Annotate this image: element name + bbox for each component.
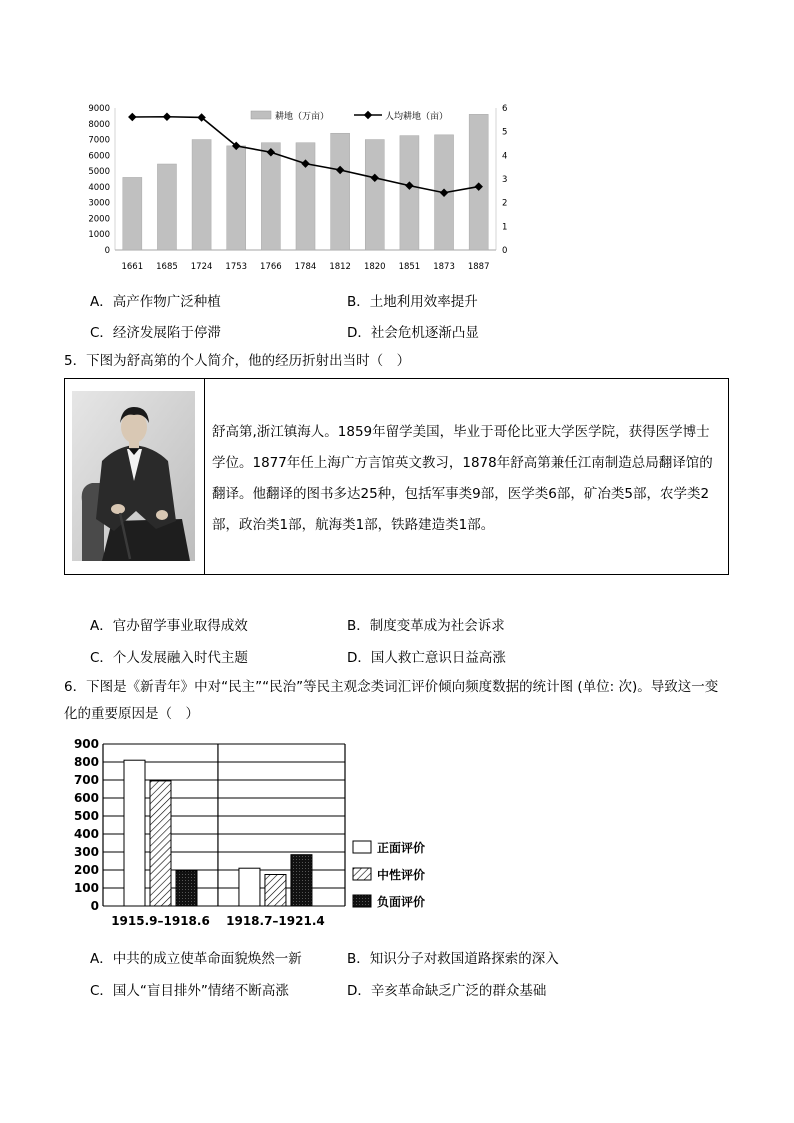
farmland-bar: [227, 146, 246, 250]
left-tick-label: 6000: [88, 151, 110, 162]
legend-negative-swatch: [353, 895, 371, 907]
positive-bar: [239, 868, 260, 906]
x-tick-label: 1851: [398, 262, 421, 272]
farmland-bar: [400, 136, 419, 250]
right-tick-label: 5: [502, 127, 508, 138]
q5-option-d: D．国人救亡意识日益高涨: [347, 650, 506, 666]
farmland-chart: [78, 100, 528, 280]
y-tick-label: 400: [73, 827, 99, 841]
q5-option-c: C．个人发展融入时代主题: [90, 650, 248, 666]
y-tick-label: 200: [73, 863, 99, 877]
negative-bar: [291, 855, 312, 906]
legend-positive-label: 正面评价: [377, 841, 426, 855]
legend-negative-label: 负面评价: [377, 895, 426, 909]
left-tick-label: 8000: [88, 119, 110, 130]
portrait-photo: [72, 391, 195, 561]
right-tick-label: 2: [502, 198, 508, 209]
x-tick-label: 1812: [329, 262, 351, 272]
x-tick-label: 1661: [121, 262, 144, 272]
q6-option-b: B．知识分子对救国道路探索的深入: [347, 951, 559, 967]
left-tick-label: 0: [104, 246, 110, 256]
q6-option-c: C．国人“盲目排外”情绪不断高涨: [90, 983, 289, 999]
q6-option-d: D．辛亥革命缺乏广泛的群众基础: [347, 983, 547, 999]
q4-option-d: D．社会危机逐渐凸显: [347, 325, 479, 341]
q5-stem: 5．下图为舒高第的个人简介，他的经历折射出当时（ ）: [64, 353, 411, 369]
farmland-bar: [469, 114, 488, 250]
neutral-bar: [150, 781, 171, 906]
y-tick-label: 600: [73, 791, 99, 805]
farmland-bar: [261, 143, 280, 250]
right-tick-label: 3: [502, 175, 508, 185]
y-tick-label: 800: [73, 755, 99, 769]
left-tick-label: 3000: [88, 198, 110, 209]
evaluation-chart: [70, 735, 450, 935]
farmland-bar: [296, 143, 315, 250]
x-tick-label: 1820: [363, 262, 386, 272]
bio-text: 舒高第,浙江镇海人。1859年留学美国，毕业于哥伦比亚大学医学院，获得医学博士学位。1877年任上海广方言馆英文教习，1878年舒高第兼任江南制造总局翻译馆的翻译。他翻译的图书多达25种，包括军事类9部，医学类6部，矿冶类5部，农学类2部，政治类1部，航海类1部，铁路建造类1部。: [212, 424, 713, 533]
y-tick-label: 700: [73, 773, 99, 787]
q4-option-a: A．高产作物广泛种植: [90, 294, 221, 310]
legend-line-label: 人均耕地（亩）: [385, 112, 449, 122]
right-tick-label: 0: [502, 246, 508, 256]
q4-option-b: B．土地利用效率提升: [347, 294, 478, 310]
y-tick-label: 0: [90, 899, 99, 913]
x-tick-label: 1784: [294, 262, 317, 272]
left-tick-label: 1000: [88, 230, 110, 241]
x-category-label: 1915.9–1918.6: [111, 914, 210, 928]
x-category-label: 1918.7–1921.4: [226, 914, 325, 928]
bio-box: [64, 378, 729, 575]
farmland-bar: [365, 140, 384, 250]
positive-bar: [124, 760, 145, 906]
left-tick-label: 5000: [88, 167, 110, 178]
left-tick-label: 9000: [88, 104, 110, 114]
x-tick-label: 1766: [260, 262, 282, 272]
farmland-bar: [123, 177, 142, 250]
x-tick-label: 1873: [433, 262, 455, 272]
q5-option-a: A．官办留学事业取得成效: [90, 618, 248, 634]
x-tick-label: 1685: [156, 262, 178, 272]
right-tick-label: 1: [502, 222, 508, 233]
legend-neutral-swatch: [353, 868, 371, 880]
negative-bar: [176, 871, 197, 906]
x-tick-label: 1753: [225, 262, 248, 272]
farmland-bar: [331, 133, 350, 250]
q6-option-a: A．中共的成立使革命面貌焕然一新: [90, 951, 302, 967]
x-tick-label: 1724: [190, 262, 213, 272]
y-tick-label: 900: [73, 737, 99, 751]
neutral-bar: [265, 875, 286, 907]
y-tick-label: 100: [73, 881, 99, 895]
right-tick-label: 6: [502, 104, 508, 114]
legend-bar-swatch: [251, 111, 271, 119]
legend-positive-swatch: [353, 841, 371, 853]
y-tick-label: 300: [73, 845, 99, 859]
x-tick-label: 1887: [467, 262, 490, 272]
left-tick-label: 2000: [88, 214, 110, 225]
legend-neutral-label: 中性评价: [377, 868, 426, 882]
left-tick-label: 7000: [88, 135, 110, 146]
left-tick-label: 4000: [88, 182, 110, 193]
farmland-bar: [192, 140, 211, 250]
q6-stem: 6．下图是《新青年》中对“民主”“民治”等民主观念类词汇评价倾向频度数据的统计图 (单位: 次)。导致这一变化的重要原因是（ ）: [64, 679, 719, 722]
q5-option-b: B．制度变革成为社会诉求: [347, 618, 505, 634]
right-tick-label: 4: [502, 151, 508, 162]
farmland-bar: [157, 164, 176, 250]
bio-divider: [204, 379, 205, 574]
q4-option-c: C．经济发展陷于停滞: [90, 325, 221, 341]
y-tick-label: 500: [73, 809, 99, 823]
legend-bar-label: 耕地（万亩）: [275, 112, 330, 122]
